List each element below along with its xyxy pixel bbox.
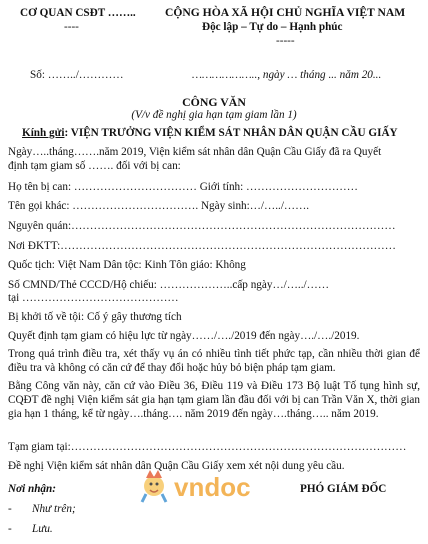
document-title: CÔNG VĂN xyxy=(182,95,246,109)
recipients-label: Nơi nhận: xyxy=(8,483,56,495)
intro-line-1: Ngày…..tháng…….năm 2019, Viện kiểm sát nhân dân Quận Cầu Giấy đã ra Quyết xyxy=(8,146,382,158)
defendant-nationality-line: Quốc tịch: Việt Nam Dân tộc: Kinh Tôn giáo: Không xyxy=(8,259,246,271)
document-number: Số: ……../………… xyxy=(30,69,124,81)
request-paragraph: Bằng Công văn này, căn cứ vào Điều 36, Điều 119 và Điều 173 Bộ luật Tố tụng hình sự, CQĐT đề nghị Viện kiểm sát gia hạn tạm giam lần đầu đối với bị can Trần Văn X, thời gian gia hạn 1 tháng, kể từ ngày….tháng…. năm 2019 đến ngày….tháng….. năm 2019. xyxy=(8,380,420,420)
recipient-name: : VIỆN TRƯỞNG VIỆN KIỂM SÁT NHÂN DÂN QUẬN CẦU GIẤY xyxy=(64,127,398,139)
defendant-name-line: Họ tên bị can: …………………………… Giới tính: ………………………… xyxy=(8,181,358,193)
recipient-line xyxy=(22,126,398,140)
national-title: CỘNG HÒA XÃ HỘI CHỦ NGHĨA VIỆT NAM xyxy=(165,6,406,19)
defendant-id-line-1: Số CMND/Thẻ CCCD/Hộ chiếu: ………………..cấp ngày…/…../…… xyxy=(8,279,330,291)
vndoc-watermark-logo xyxy=(140,466,290,506)
detention-place-line: Tạm giam tại:……………………………………………………………………………… xyxy=(8,441,407,453)
document-subtitle: (V/v đề nghị gia hạn tạm giam lần 1) xyxy=(131,109,297,121)
defendant-hometown-line: Nguyên quán:…………………………………………………………………………… xyxy=(8,220,396,232)
signer-title: PHÓ GIÁM ĐỐC xyxy=(300,483,387,495)
defendant-id-line-2: tại …………………………………… xyxy=(8,292,179,304)
recipient-item-2: - Lưu. xyxy=(8,523,53,535)
defendant-residence-line: Nơi ĐKTT:……………………………………………………………………………… xyxy=(8,240,396,252)
defendant-alias-line: Tên gọi khác: ……………………………. Ngày sinh:…/…../……. xyxy=(8,200,310,212)
charge-line: Bị khởi tố về tội: Cố ý gây thương tích xyxy=(8,311,182,323)
recipient-label: Kính gửi xyxy=(22,127,65,139)
decision-line: Quyết định tạm giam có hiệu lực từ ngày……/…./2019 đến ngày…./…./2019. xyxy=(8,330,360,342)
issuing-agency-dash: ---- xyxy=(64,21,79,33)
mascot-icon xyxy=(142,470,166,502)
closing-line: Đề nghị Viện kiểm sát nhân dân Quận Cầu Giấy xem xét nội dung yêu cầu. xyxy=(8,460,345,472)
reason-paragraph: Trong quá trình điều tra, xét thấy vụ án có nhiều tình tiết phức tạp, cần nhiều thời gian để điều tra và không có căn cứ để thay đổi hoặc hủy bỏ biện pháp tạm giam. xyxy=(8,348,420,374)
intro-line-2: định tạm giam số ……. đối với bị can: xyxy=(8,160,181,172)
watermark-text: vndoc xyxy=(174,472,251,502)
national-motto-dash: ----- xyxy=(276,35,295,47)
document-date: ……………….., ngày … tháng ... năm 20... xyxy=(192,69,382,81)
national-motto: Độc lập – Tự do – Hạnh phúc xyxy=(202,21,343,33)
issuing-agency: CƠ QUAN CSĐT …….. xyxy=(20,7,136,19)
recipient-item-1: - Như trên; xyxy=(8,503,76,515)
